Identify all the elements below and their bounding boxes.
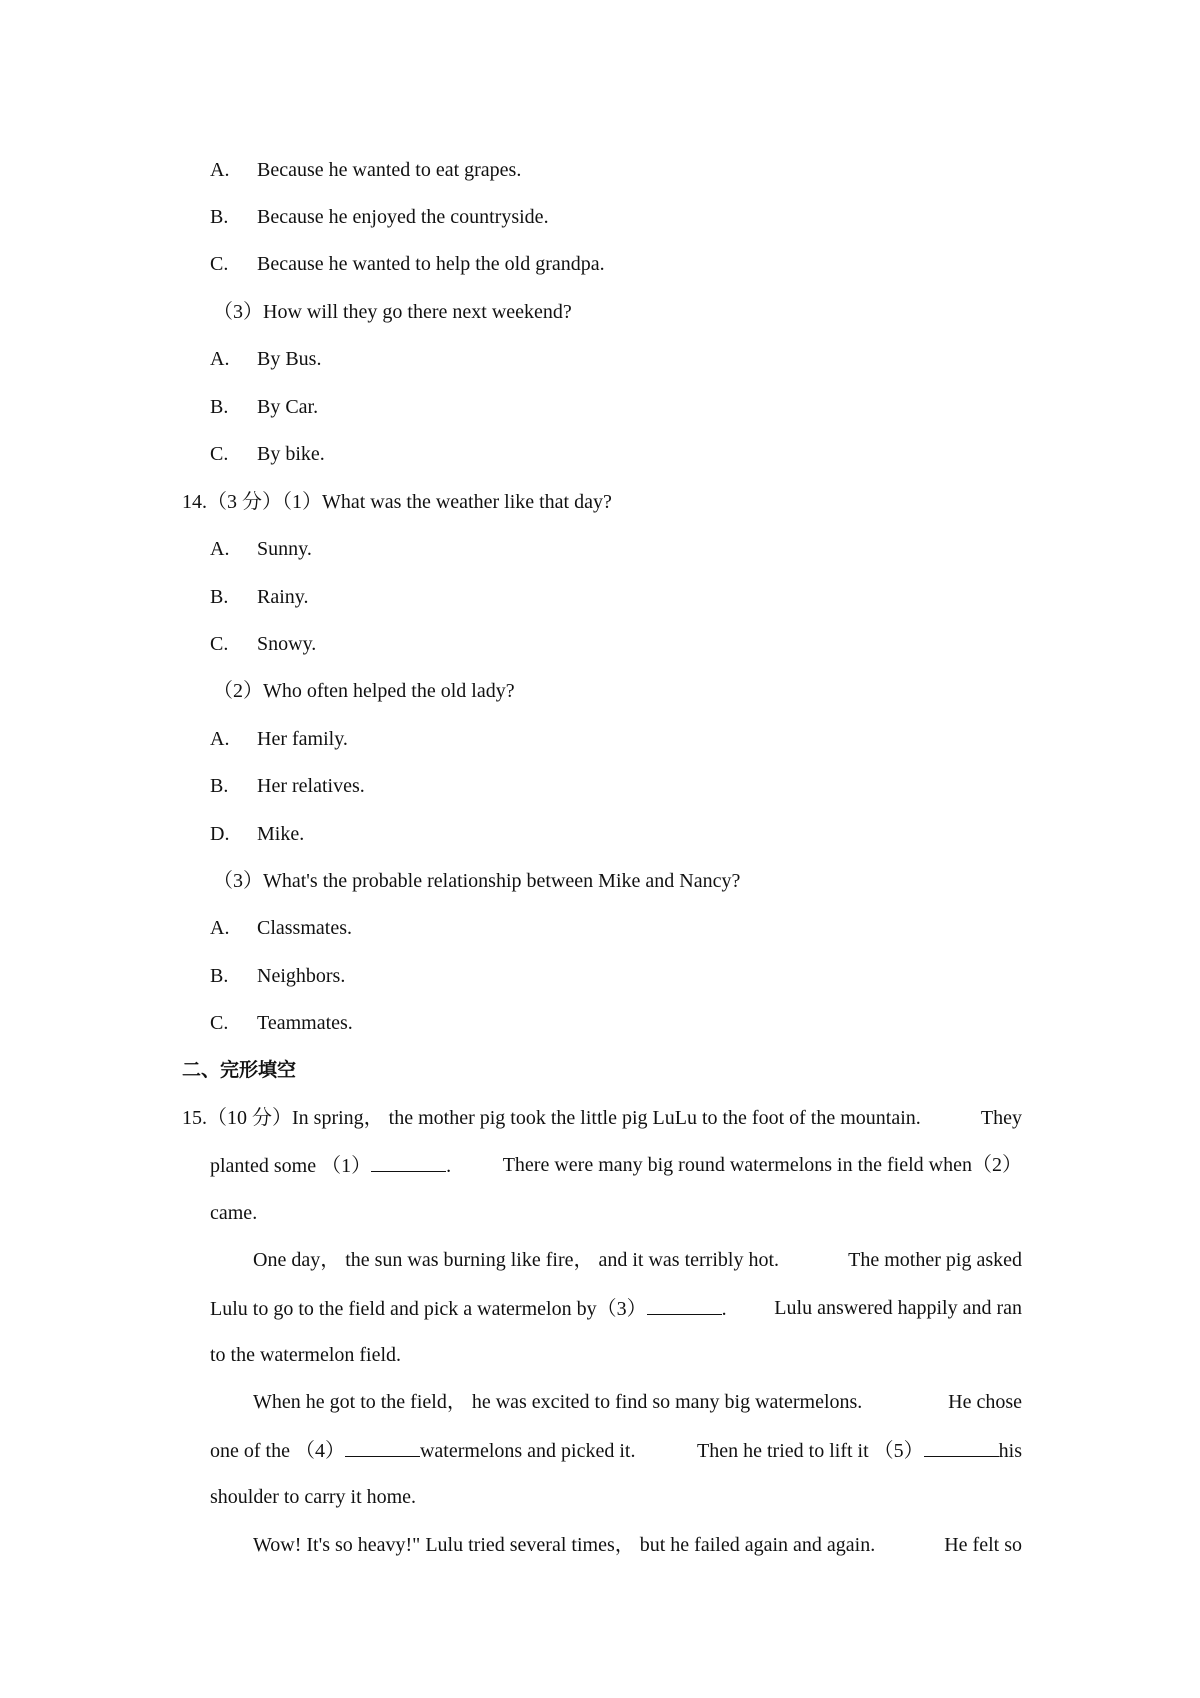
section-heading: 二、完形填空 [182, 1059, 297, 1081]
answer-blank-3[interactable] [647, 1296, 722, 1315]
option-letter: A. [210, 348, 230, 370]
passage-line-3: came. [210, 1202, 258, 1224]
option-13-2-a [210, 158, 521, 182]
question-13-3: （3）How will they go there next weekend? [213, 301, 572, 323]
option-14-1-c [210, 632, 316, 656]
option-14-3-a [210, 916, 352, 940]
option-letter: A. [210, 538, 230, 560]
option-letter: A. [210, 159, 230, 181]
option-13-3-a [210, 347, 321, 371]
passage-text: watermelons and picked it. [419, 1440, 636, 1462]
question-14-2: （2）Who often helped the old lady? [213, 680, 515, 702]
passage-text: Lulu answered happily and ran [774, 1297, 1022, 1319]
passage-line-9: shoulder to carry it home. [210, 1486, 417, 1508]
passage-text: When he got to the field， he was excited to find so many big watermelons. [253, 1391, 863, 1413]
option-text: Mike. [257, 823, 305, 845]
passage-line-10 [253, 1533, 1022, 1557]
passage-text: . [721, 1298, 727, 1320]
passage-text: They [980, 1107, 1022, 1129]
option-14-3-c [210, 1011, 353, 1035]
option-letter: C. [210, 253, 229, 275]
option-letter: B. [210, 775, 229, 797]
question-14-3: （3）What's the probable relationship between Mike and Nancy? [213, 870, 741, 892]
option-text: Teammates. [257, 1012, 353, 1034]
passage-text: . [446, 1155, 452, 1177]
answer-blank-1[interactable] [371, 1153, 446, 1172]
option-letter: C. [210, 633, 229, 655]
option-13-3-c [210, 442, 325, 466]
option-text: Snowy. [257, 633, 317, 655]
option-14-3-b [210, 964, 345, 988]
passage-text: He felt so [944, 1534, 1022, 1556]
option-letter: D. [210, 823, 230, 845]
option-14-2-d [210, 822, 304, 846]
passage-text: 15.（10 分）In spring， the mother pig took the little pig LuLu to the foot of the mountain. [182, 1107, 921, 1129]
option-text: Sunny. [257, 538, 312, 560]
option-text: Because he enjoyed the countryside. [257, 206, 549, 228]
option-14-2-b [210, 774, 365, 798]
option-letter: C. [210, 443, 229, 465]
option-text: Neighbors. [257, 965, 346, 987]
passage-text: Lulu to go to the field and pick a watermelon by（3） [210, 1298, 647, 1320]
option-13-2-c [210, 252, 605, 276]
passage-line-5 [210, 1296, 1022, 1321]
passage-line-6: to the watermelon field. [210, 1344, 402, 1366]
option-14-2-a [210, 727, 348, 751]
passage-line-7 [253, 1390, 1022, 1414]
passage-text: The mother pig asked [848, 1249, 1022, 1271]
option-text: Her relatives. [257, 775, 365, 797]
answer-blank-4[interactable] [345, 1438, 420, 1457]
option-letter: C. [210, 1012, 229, 1034]
option-letter: B. [210, 586, 229, 608]
passage-line-2 [210, 1153, 1022, 1178]
option-letter: B. [210, 965, 229, 987]
passage-text: There were many big round watermelons in the field when（2） [502, 1154, 1022, 1176]
option-text: Because he wanted to eat grapes. [257, 159, 522, 181]
option-14-1-b [210, 585, 308, 609]
option-text: By Bus. [257, 348, 322, 370]
option-letter: B. [210, 206, 229, 228]
passage-text: planted some （1） [210, 1155, 372, 1177]
passage-text: He chose [948, 1391, 1022, 1413]
option-text: By bike. [257, 443, 325, 465]
option-letter: A. [210, 728, 230, 750]
option-13-2-b [210, 205, 549, 229]
option-14-1-a [210, 537, 312, 561]
option-13-3-b [210, 395, 318, 419]
passage-line-8 [210, 1438, 1022, 1463]
answer-blank-5[interactable] [924, 1438, 999, 1457]
option-letter: A. [210, 917, 230, 939]
option-text: Because he wanted to help the old grandpa. [257, 253, 605, 275]
option-text: Her family. [257, 728, 348, 750]
question-14-1: 14.（3 分）（1）What was the weather like that day? [182, 491, 612, 513]
passage-text: One day， the sun was burning like fire， and it was terribly hot. [253, 1249, 779, 1271]
option-text: Rainy. [257, 586, 309, 608]
option-letter: B. [210, 396, 229, 418]
passage-line-4 [253, 1248, 1022, 1272]
passage-text: Then he tried to lift it （5） [697, 1440, 924, 1462]
option-text: Classmates. [257, 917, 352, 939]
passage-text: Wow! It's so heavy!" Lulu tried several times， but he failed again and again. [253, 1534, 876, 1556]
passage-text: one of the （4） [210, 1440, 345, 1462]
option-text: By Car. [257, 396, 319, 418]
passage-text: his [998, 1440, 1022, 1462]
passage-line-1 [182, 1106, 1022, 1130]
